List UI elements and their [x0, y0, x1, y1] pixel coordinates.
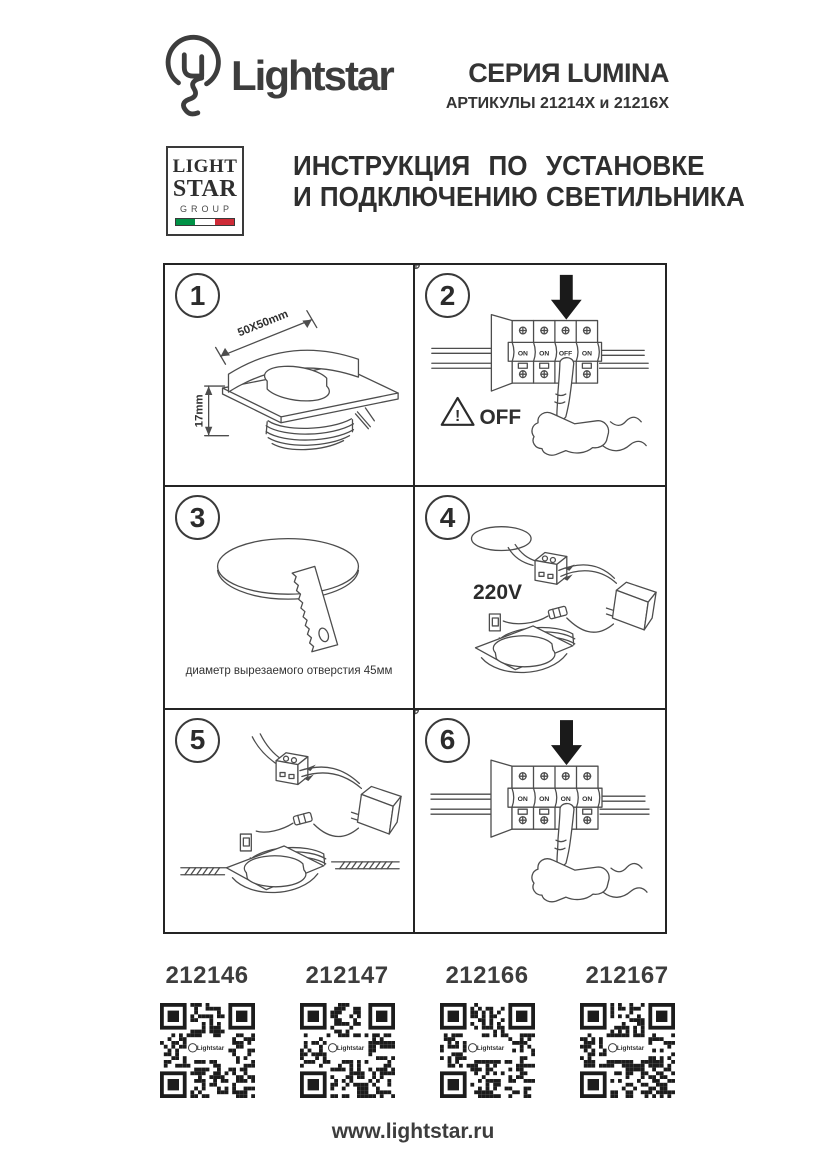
qr-code	[300, 1003, 395, 1098]
step-3-panel	[165, 487, 415, 709]
flag-red	[215, 219, 234, 225]
breaker-switch-label: ON	[539, 350, 550, 358]
svg-text:Lightstar: Lightstar	[476, 1045, 504, 1053]
qr-code-svg	[300, 1003, 395, 1098]
step-4-number: 4	[425, 495, 470, 540]
article-number: 212167	[585, 962, 669, 989]
step-1-panel	[165, 265, 415, 487]
page-title	[293, 150, 745, 213]
breaker-switch-label: ON	[539, 795, 550, 803]
italian-flag-stripe	[175, 218, 235, 226]
product-qr-row	[147, 962, 687, 1098]
logo-line-group: GROUP	[179, 204, 233, 214]
breaker-switch-label: ON	[560, 795, 571, 803]
brand-wordmark: Lightstar	[231, 52, 393, 99]
qr-code	[580, 1003, 675, 1098]
warning-off-label: OFF	[479, 405, 522, 429]
step-4-panel	[415, 487, 665, 709]
qr-code-svg	[160, 1003, 255, 1098]
breaker-switch-label: OFF	[558, 350, 573, 358]
logo-line-star: STAR	[172, 176, 238, 202]
lightstar-bulb-icon	[163, 34, 223, 122]
qr-code-svg	[440, 1003, 535, 1098]
step-3-number: 3	[175, 495, 220, 540]
product-212146	[147, 962, 267, 1098]
article-number: 212146	[165, 962, 249, 989]
breaker-switch-label: ON	[517, 795, 528, 803]
svg-text:Lightstar: Lightstar	[196, 1045, 224, 1053]
breaker-switch-label: ON	[581, 350, 592, 358]
step-1-number: 1	[175, 273, 220, 318]
svg-text:Lightstar: Lightstar	[616, 1045, 644, 1053]
website-url: www.lightstar.ru	[331, 1120, 495, 1143]
step-2-panel	[415, 265, 665, 487]
dim-50x50-label: 50X50mm	[236, 308, 290, 340]
breaker-switch-label: ON	[517, 350, 528, 358]
qr-code-svg	[580, 1003, 675, 1098]
title-line-1: ИНСТРУКЦИЯ ПО УСТАНОВКЕ	[293, 150, 705, 181]
step-6-panel	[415, 710, 665, 932]
dim-17mm-label: 17mm	[193, 394, 206, 428]
cutout-diameter-caption: диаметр вырезаемого отверстия 45мм	[185, 665, 393, 678]
step-2-number: 2	[425, 273, 470, 318]
flag-white	[195, 219, 214, 225]
logo-line-light: LIGHT	[172, 156, 238, 177]
product-212147	[287, 962, 407, 1098]
lightstar-group-logo	[166, 146, 244, 236]
qr-code	[440, 1003, 535, 1098]
header	[163, 34, 669, 122]
articles-subtitle: АРТИКУЛЫ 21214X и 21216X	[445, 95, 669, 112]
product-212167	[567, 962, 687, 1098]
qr-code	[160, 1003, 255, 1098]
brand-logo	[163, 34, 393, 122]
voltage-label: 220V	[473, 581, 523, 605]
product-212166	[427, 962, 547, 1098]
series-block	[446, 58, 669, 113]
step-6-number: 6	[425, 718, 470, 763]
step-5-panel	[165, 710, 415, 932]
step-5-number: 5	[175, 718, 220, 763]
warning-exclamation: !	[454, 407, 461, 425]
article-number: 212166	[445, 962, 529, 989]
steps-grid	[163, 263, 667, 934]
series-title: СЕРИЯ LUMINA	[468, 58, 669, 88]
breaker-switch-label: ON	[582, 795, 593, 803]
svg-text:Lightstar: Lightstar	[336, 1045, 364, 1053]
flag-green	[176, 219, 195, 225]
article-number: 212147	[305, 962, 389, 989]
title-line-2: И ПОДКЛЮЧЕНИЮ СВЕТИЛЬНИКА	[293, 181, 745, 213]
